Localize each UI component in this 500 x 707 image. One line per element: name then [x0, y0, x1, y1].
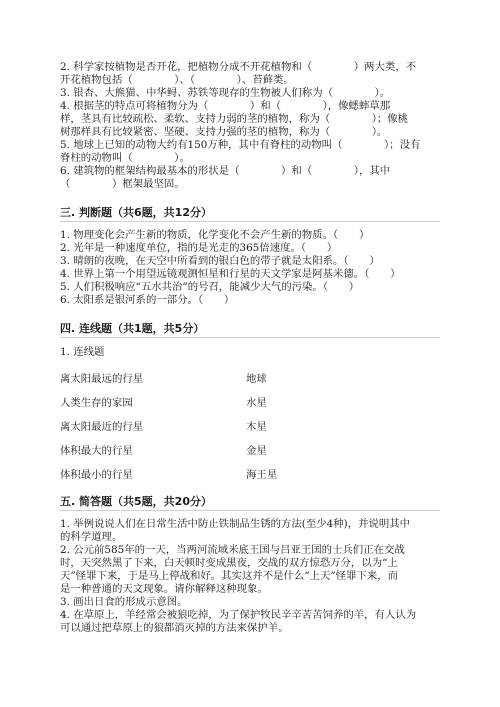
judgement-item: 1. 物理变化会产生新的物质，化学变化不会产生新的物质。（ ） [60, 229, 370, 241]
short-answer-line: 可以通过把草原上的狼都消灭掉的方法来保护羊。 [60, 622, 289, 634]
short-answer-line: 3. 画出日食的形成示意图。 [60, 596, 188, 608]
matching-right-item: 金星 [246, 445, 267, 457]
section-heading-short-answer: 五. 简答题（共5题，共20分） [60, 495, 212, 508]
matching-right-item: 木星 [246, 421, 267, 433]
judgement-item: 5. 人们积极响应“五水共治”的号召，能减少大气的污染。（ ） [60, 281, 360, 293]
short-answer-line: 4. 在草原上，羊经常会被狼吃掉，为了保护牧民辛辛苦苦饲养的羊，有人认为 [60, 609, 417, 621]
matching-left-item: 体积最大的行星 [60, 445, 133, 457]
divider [60, 337, 440, 338]
matching-right-item: 海王星 [246, 469, 278, 481]
short-answer-line: 时，天突然黑了下来，白天顿时变成黑夜，交战的双方惊恐万分，以为“上 [60, 557, 398, 569]
fill-in-line: 4. 根据茎的特点可将植物分为（ ）和（ ），像蟋蟀草那 [60, 100, 391, 112]
judgement-item: 6. 太阳系是银河系的一部分。（ ） [60, 294, 235, 306]
fill-in-line: 3. 银杏、大熊猫、中华鲟、苏铁等现存的生物被人们称为（ ）。 [60, 87, 391, 99]
judgement-item: 4. 世界上第一个用望远镜观测恒星和行星的天文学家是阿基米德。（ ） [60, 268, 401, 280]
fill-in-line: 5. 地球上已知的动物大约有150万种，其中有脊柱的动物叫（ ）；没有 [60, 139, 421, 151]
fill-in-line: 开花植物包括（ ）、（ ）、苔藓类。 [60, 74, 294, 86]
fill-in-line: （ ）框架最坚固。 [60, 178, 185, 190]
matching-left-item: 体积最小的行星 [60, 469, 133, 481]
matching-left-item: 人类生存的家园 [60, 397, 133, 409]
divider [60, 221, 440, 222]
divider [60, 510, 440, 511]
judgement-item: 3. 晴朗的夜晚，在天空中所看到的银白色的带子就是太阳系。（ ） [60, 255, 380, 267]
section-heading-matching: 四. 连线题（共1题，共5分） [60, 322, 205, 335]
matching-question: 1. 连线题 [60, 346, 105, 358]
fill-in-line: 6. 建筑物的框架结构最基本的形状是（ ）和（ ），其中 [60, 165, 391, 177]
matching-right-item: 水星 [246, 397, 267, 409]
short-answer-line: 天”怪罪下来，于是马上停战和好。其实这并不是什么“上天”怪罪下来，而 [60, 570, 399, 582]
fill-in-line: 树那样具有比较紧密、坚硬、支持力强的茎的植物，称为（ ）。 [60, 126, 388, 138]
fill-in-line: 2. 科学家按植物是否开花，把植物分成不开花植物和（ ）两大类，不 [60, 61, 417, 73]
section-heading-judgement: 三. 判断题（共6题，共12分） [60, 206, 212, 219]
fill-in-line: 样，茎具有比较疏松、柔软、支持力弱的茎的植物，称为（ ）；像桃 [60, 113, 409, 125]
matching-left-item: 离太阳最近的行星 [60, 421, 144, 433]
short-answer-line: 是一种普通的天文现象。请你解释这种现象。 [60, 583, 268, 595]
matching-right-item: 地球 [246, 373, 267, 385]
short-answer-line: 2. 公元前585年的一天，当两河流域米底王国与吕亚王国的士兵们正在交战 [60, 544, 405, 556]
judgement-item: 2. 光年是一种速度单位，指的是光走的365倍速度。（ ） [60, 242, 338, 254]
short-answer-line: 1. 举例说说人们在日常生活中防止铁制品生锈的方法(至少4种)，并说明其中 [60, 518, 411, 530]
fill-in-line: 脊柱的动物叫（ ）。 [60, 152, 190, 164]
matching-left-item: 离太阳最远的行星 [60, 373, 144, 385]
short-answer-line: 的科学道理。 [60, 531, 123, 543]
